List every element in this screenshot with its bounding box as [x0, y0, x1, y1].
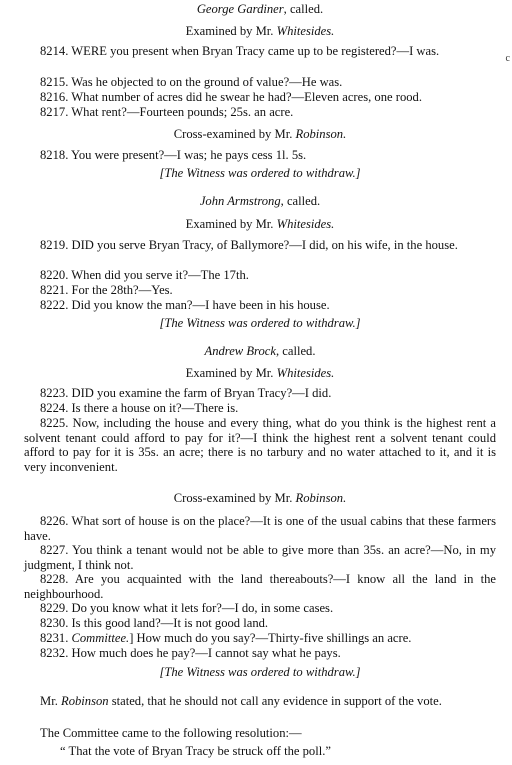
examined-by-heading: Examined by Mr. Whitesides. [185, 217, 335, 231]
question-8226: 8226. What sort of house is on the place?—It is one of the usual cabins that these farmers have. [24, 514, 496, 543]
witness-name: George Gardiner [196, 2, 284, 16]
question-8217: 8217. What rent?—Fourteen pounds; 25s. an acre. [40, 105, 294, 119]
question-8225: 8225. Now, including the house and every thing, what do you think is the highest rent a solvent tenant could afford to pay for it?—I think the highest rent a solvent tenant could afford to pay for it is 35s. an acre; there is no tarbury and no water attached to it, and it is very inconvenient. [24, 416, 496, 474]
question-8216: 8216. What number of acres did he swear he had?—Eleven acres, one rood. [40, 90, 422, 104]
withdraw-note: [The Witness was ordered to withdraw.] [159, 665, 361, 679]
witness-name: John Armstrong [199, 194, 281, 208]
question-8222: 8222. Did you know the man?—I have been in his house. [40, 298, 330, 312]
committee-resolution-intro: The Committee came to the following resolution:— [40, 726, 302, 740]
cross-examined-heading: Cross-examined by Mr. Robinson. [173, 127, 347, 141]
question-8231: 8231. Committee.] How much do you say?—Thirty-five shillings an acre. [40, 631, 412, 645]
witness-called-heading: George Gardiner, called. [196, 2, 324, 16]
withdraw-note: [The Witness was ordered to withdraw.] [159, 316, 361, 330]
margin-mark: c [505, 53, 510, 64]
question-8230: 8230. Is this good land?—It is not good land. [40, 616, 269, 630]
question-8229: 8229. Do you know what it lets for?—I do, in some cases. [40, 601, 334, 615]
closing-statement: Mr. Robinson stated, that he should not call any evidence in support of the vote. [40, 694, 442, 708]
question-8219: 8219. DID you serve Bryan Tracy, of Ballymore?—I did, on his wife, in the house. [40, 238, 458, 252]
question-8220: 8220. When did you serve it?—The 17th. [40, 268, 249, 282]
resolution-text: “ That the vote of Bryan Tracy be struck off the poll.” [60, 744, 331, 758]
question-8221: 8221. For the 28th?—Yes. [40, 283, 173, 297]
witness-called-heading: Andrew Brock, called. [204, 344, 316, 358]
question-8218: 8218. You were present?—I was; he pays cess 1l. 5s. [40, 148, 307, 162]
examined-by-heading: Examined by Mr. Whitesides. [185, 366, 335, 380]
question-8223: 8223. DID you examine the farm of Bryan Tracy?—I did. [40, 386, 332, 400]
question-8215: 8215. Was he objected to on the ground of value?—He was. [40, 75, 343, 89]
question-8227: 8227. You think a tenant would not be able to give more than 35s. an acre?—No, in my judgment, I think not. [24, 543, 496, 572]
witness-called-heading: John Armstrong, called. [199, 194, 321, 208]
witness-name: Andrew Brock [204, 344, 276, 358]
question-8232: 8232. How much does he pay?—I cannot say what he pays. [40, 646, 341, 660]
question-8214: 8214. WERE you present when Bryan Tracy came up to be registered?—I was. [40, 44, 440, 58]
cross-examined-heading: Cross-examined by Mr. Robinson. [173, 491, 347, 505]
question-8224: 8224. Is there a house on it?—There is. [40, 401, 239, 415]
examined-by-heading: Examined by Mr. Whitesides. [185, 24, 335, 38]
withdraw-note: [The Witness was ordered to withdraw.] [159, 166, 361, 180]
question-8228: 8228. Are you acquainted with the land thereabouts?—I know all the land in the neighbourhood. [24, 572, 496, 601]
